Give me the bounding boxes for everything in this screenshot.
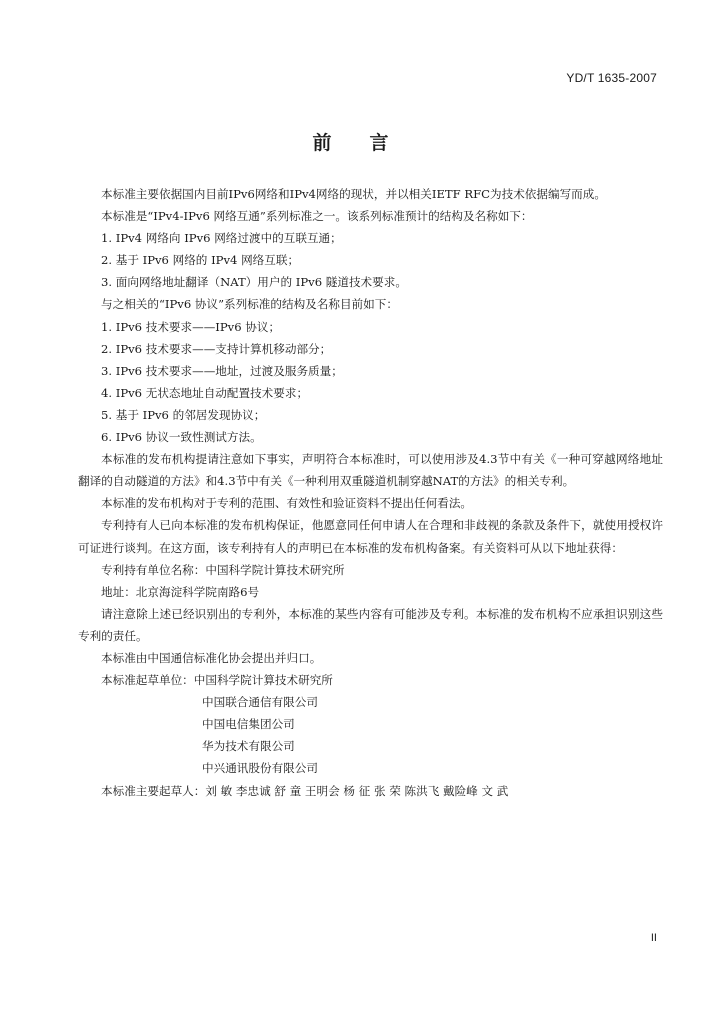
list-item: 5. 基于 IPv6 的邻居发现协议； <box>101 407 266 422</box>
list-item: 2. 基于 IPv6 网络的 IPv4 网络互联； <box>101 253 300 268</box>
paragraph-related: 与之相关的“IPv6 协议”系列标准的结构及名称目前如下： <box>101 297 398 312</box>
drafting-unit: 华为技术有限公司 <box>202 739 295 754</box>
list-item: 3. 面向网络地址翻译（NAT）用户的 IPv6 隧道技术要求。 <box>101 275 407 290</box>
drafting-unit: 中国电信集团公司 <box>202 717 295 732</box>
drafting-unit: 中兴通讯股份有限公司 <box>202 761 318 776</box>
list-item: 4. IPv6 无状态地址自动配置技术要求； <box>101 385 309 400</box>
page-number: II <box>650 932 657 944</box>
drafting-unit-label: 本标准起草单位：中国科学院计算技术研究所 <box>101 673 333 688</box>
list-item: 1. IPv6 技术要求——IPv6 协议； <box>101 319 281 334</box>
list-item: 2. IPv6 技术要求——支持计算机移动部分； <box>101 341 332 356</box>
paragraph-series: 本标准是“IPv4-IPv6 网络互通”系列标准之一。该系列标准预计的结构及名称如下： <box>101 209 533 224</box>
paragraph-intro: 本标准主要依据国内目前IPv6网络和IPv4网络的现状，并以相关IETF RFC为技术依据编写而成。 <box>101 187 606 201</box>
paragraph-patent-position: 本标准的发布机构对于专利的范围、有效性和验证资料不提出任何看法。 <box>101 496 473 511</box>
list-item: 6. IPv6 协议一致性测试方法。 <box>101 430 262 445</box>
paragraph-patent-notice: 本标准的发布机构提请注意如下事实，声明符合本标准时，可以使用涉及4.3节中有关《一种可穿越网络地址翻译的自动隧道的方法》和4.3节中有关《一种利用双重隧道机制穿越NAT的方法》的相关专利。 <box>78 452 663 489</box>
patent-holder-name: 专利持有单位名称：中国科学院计算技术研究所 <box>101 562 345 577</box>
paragraph-proposer: 本标准由中国通信标准化协会提出并归口。 <box>101 650 322 665</box>
list-item: 3. IPv6 技术要求——地址，过渡及服务质量； <box>101 363 343 378</box>
paragraph-other-patents: 请注意除上述已经识别出的专利外，本标准的某些内容有可能涉及专利。本标准的发布机构不应承担识别这些专利的责任。 <box>78 606 663 643</box>
paragraph-patent-holder: 专利持有人已向本标准的发布机构保证，他愿意同任何申请人在合理和非歧视的条款及条件下，就使用授权许可证进行谈判。在这方面，该专利持有人的声明已在本标准的发布机构备案。有关资料可从以下地址获得： <box>78 518 663 555</box>
list-item: 1. IPv4 网络向 IPv6 网络过渡中的互联互通； <box>101 231 342 246</box>
patent-holder-address: 地址：北京海淀科学院南路6号 <box>101 584 260 599</box>
drafting-unit: 中国联合通信有限公司 <box>202 695 318 710</box>
document-code: YD/T 1635-2007 <box>566 71 657 85</box>
page-title: 前言 <box>312 132 427 154</box>
drafters: 本标准主要起草人：刘 敏 李忠诚 舒 童 王明会 杨 征 张 荣 陈洪飞 戴险峰 文 武 <box>101 783 509 798</box>
document-body <box>78 183 663 802</box>
